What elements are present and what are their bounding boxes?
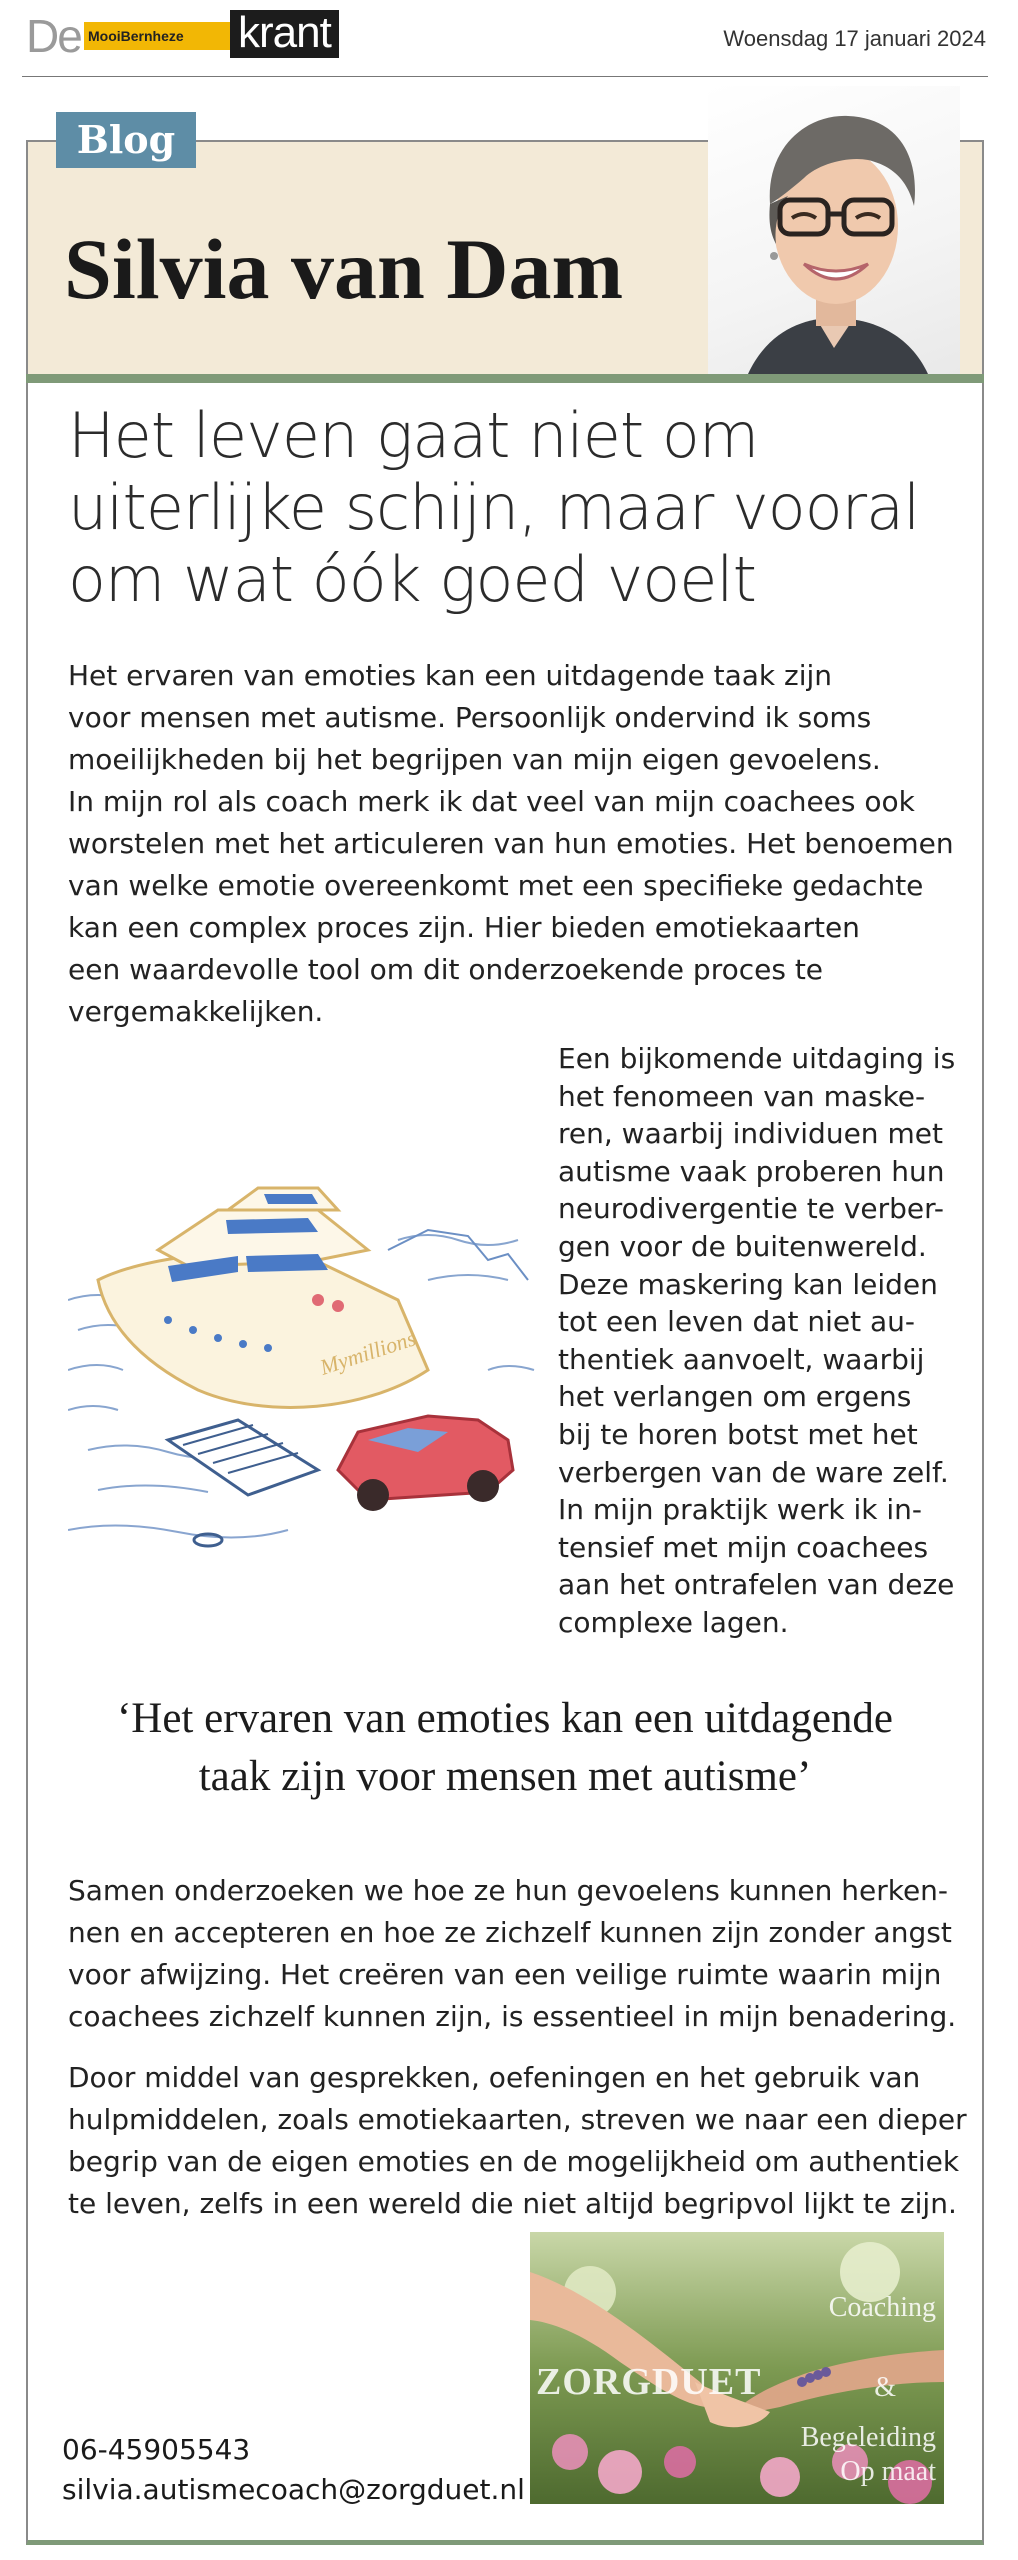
- approach-paragraph: [68, 1870, 957, 2038]
- masking-paragraph: [558, 1040, 956, 1642]
- text-line: verbergen van de ware zelf.: [558, 1455, 949, 1489]
- yacht-illustration: [68, 1170, 538, 1570]
- methods-paragraph: [68, 2057, 967, 2225]
- text-line: complexe lagen.: [558, 1605, 789, 1639]
- text-line: ren, waarbij individuen met: [558, 1117, 943, 1151]
- author-portrait: [708, 86, 960, 374]
- ad-opmaat: Op maat: [840, 2456, 936, 2487]
- headline: [68, 400, 948, 616]
- text-line: vergemakkelijken.: [68, 995, 324, 1028]
- ad-ampersand: &: [874, 2372, 896, 2403]
- text-line: nen en accepteren en hoe ze zichzelf kunnen zijn zonder angst: [68, 1916, 952, 1949]
- text-line: voor mensen met autisme. Persoonlijk ondervind ik soms: [68, 701, 872, 734]
- text-line: Het ervaren van emoties kan een uitdagende taak zijn: [68, 659, 832, 692]
- text-line: begrip van de eigen emoties en de mogelijkheid om authentiek: [68, 2145, 960, 2178]
- section-tag: Blog: [56, 112, 196, 168]
- headline-line: uiterlijke schijn, maar vooral: [68, 471, 920, 544]
- text-line: bij te horen botst met het: [558, 1417, 918, 1451]
- contact-info: [62, 2430, 525, 2510]
- quote-line: taak zijn voor mensen met autisme’: [198, 1753, 812, 1800]
- text-line: worstelen met het articuleren van hun emoties. Het benoemen: [68, 827, 954, 860]
- text-line: gen voor de buitenwereld.: [558, 1229, 927, 1263]
- phone-number: 06-45905543: [62, 2433, 251, 2466]
- text-line: een waardevolle tool om dit onderzoekende proces te: [68, 953, 824, 986]
- issue-date: Woensdag 17 januari 2024: [723, 26, 986, 51]
- text-line: hulpmiddelen, zoals emotiekaarten, streven we naar een dieper: [68, 2103, 967, 2136]
- text-line: tensief met mijn coachees: [558, 1530, 929, 1564]
- ad-brand: ZORGDUET: [536, 2361, 762, 2403]
- text-line: In mijn praktijk werk ik in-: [558, 1493, 922, 1527]
- logo-de: De: [26, 10, 81, 62]
- text-line: neurodivergentie te verber-: [558, 1192, 944, 1226]
- headline-line: om wat óók goed voelt: [68, 543, 756, 616]
- text-line: In mijn rol als coach merk ik dat veel van mijn coachees ook: [68, 785, 915, 818]
- ad-begeleiding: Begeleiding: [800, 2422, 936, 2453]
- logo-band: MooiBernheze: [84, 22, 254, 50]
- text-line: kan een complex proces zijn. Hier bieden emotiekaarten: [68, 911, 860, 944]
- text-line: coachees zichzelf kunnen zijn, is essentieel in mijn benadering.: [68, 2000, 957, 2033]
- email-address[interactable]: silvia.autismecoach@zorgduet.nl: [62, 2473, 525, 2506]
- author-name: Silvia van Dam: [64, 221, 624, 317]
- text-line: voor afwijzing. Het creëren van een veilige ruimte waarin mijn: [68, 1958, 942, 1991]
- text-line: Een bijkomende uitdaging is: [558, 1042, 956, 1075]
- quote-line: ‘Het ervaren van emoties kan een uitdagende: [116, 1695, 894, 1742]
- text-line: autisme vaak proberen hun: [558, 1154, 945, 1188]
- ad-coaching: Coaching: [828, 2292, 936, 2323]
- text-line: thentiek aanvoelt, waarbij: [558, 1342, 925, 1376]
- newspaper-logo: [26, 8, 356, 62]
- intro-paragraph: [68, 655, 954, 1033]
- text-line: te leven, zelfs in een wereld die niet altijd begripvol lijkt te zijn.: [68, 2187, 957, 2220]
- text-line: Door middel van gesprekken, oefeningen en het gebruik van: [68, 2061, 921, 2094]
- text-line: tot een leven dat niet au-: [558, 1305, 915, 1339]
- text-line: van welke emotie overeenkomt met een specifieke gedachte: [68, 869, 924, 902]
- text-line: aan het ontrafelen van deze: [558, 1568, 955, 1602]
- header-divider: [26, 374, 984, 383]
- text-line: Deze maskering kan leiden: [558, 1267, 938, 1301]
- top-divider: [22, 76, 988, 77]
- yacht-name: Mymillions: [316, 1325, 419, 1380]
- text-line: Samen onderzoeken we hoe ze hun gevoelens kunnen herken-: [68, 1874, 949, 1907]
- zorgduet-ad: [530, 2232, 944, 2504]
- text-line: het fenomeen van maske-: [558, 1079, 926, 1113]
- text-line: moeilijkheden bij het begrijpen van mijn eigen gevoelens.: [68, 743, 881, 776]
- logo-krant: krant: [230, 10, 339, 58]
- text-line: het verlangen om ergens: [558, 1380, 912, 1414]
- pull-quote: [40, 1690, 970, 1806]
- headline-line: Het leven gaat niet om: [68, 399, 759, 472]
